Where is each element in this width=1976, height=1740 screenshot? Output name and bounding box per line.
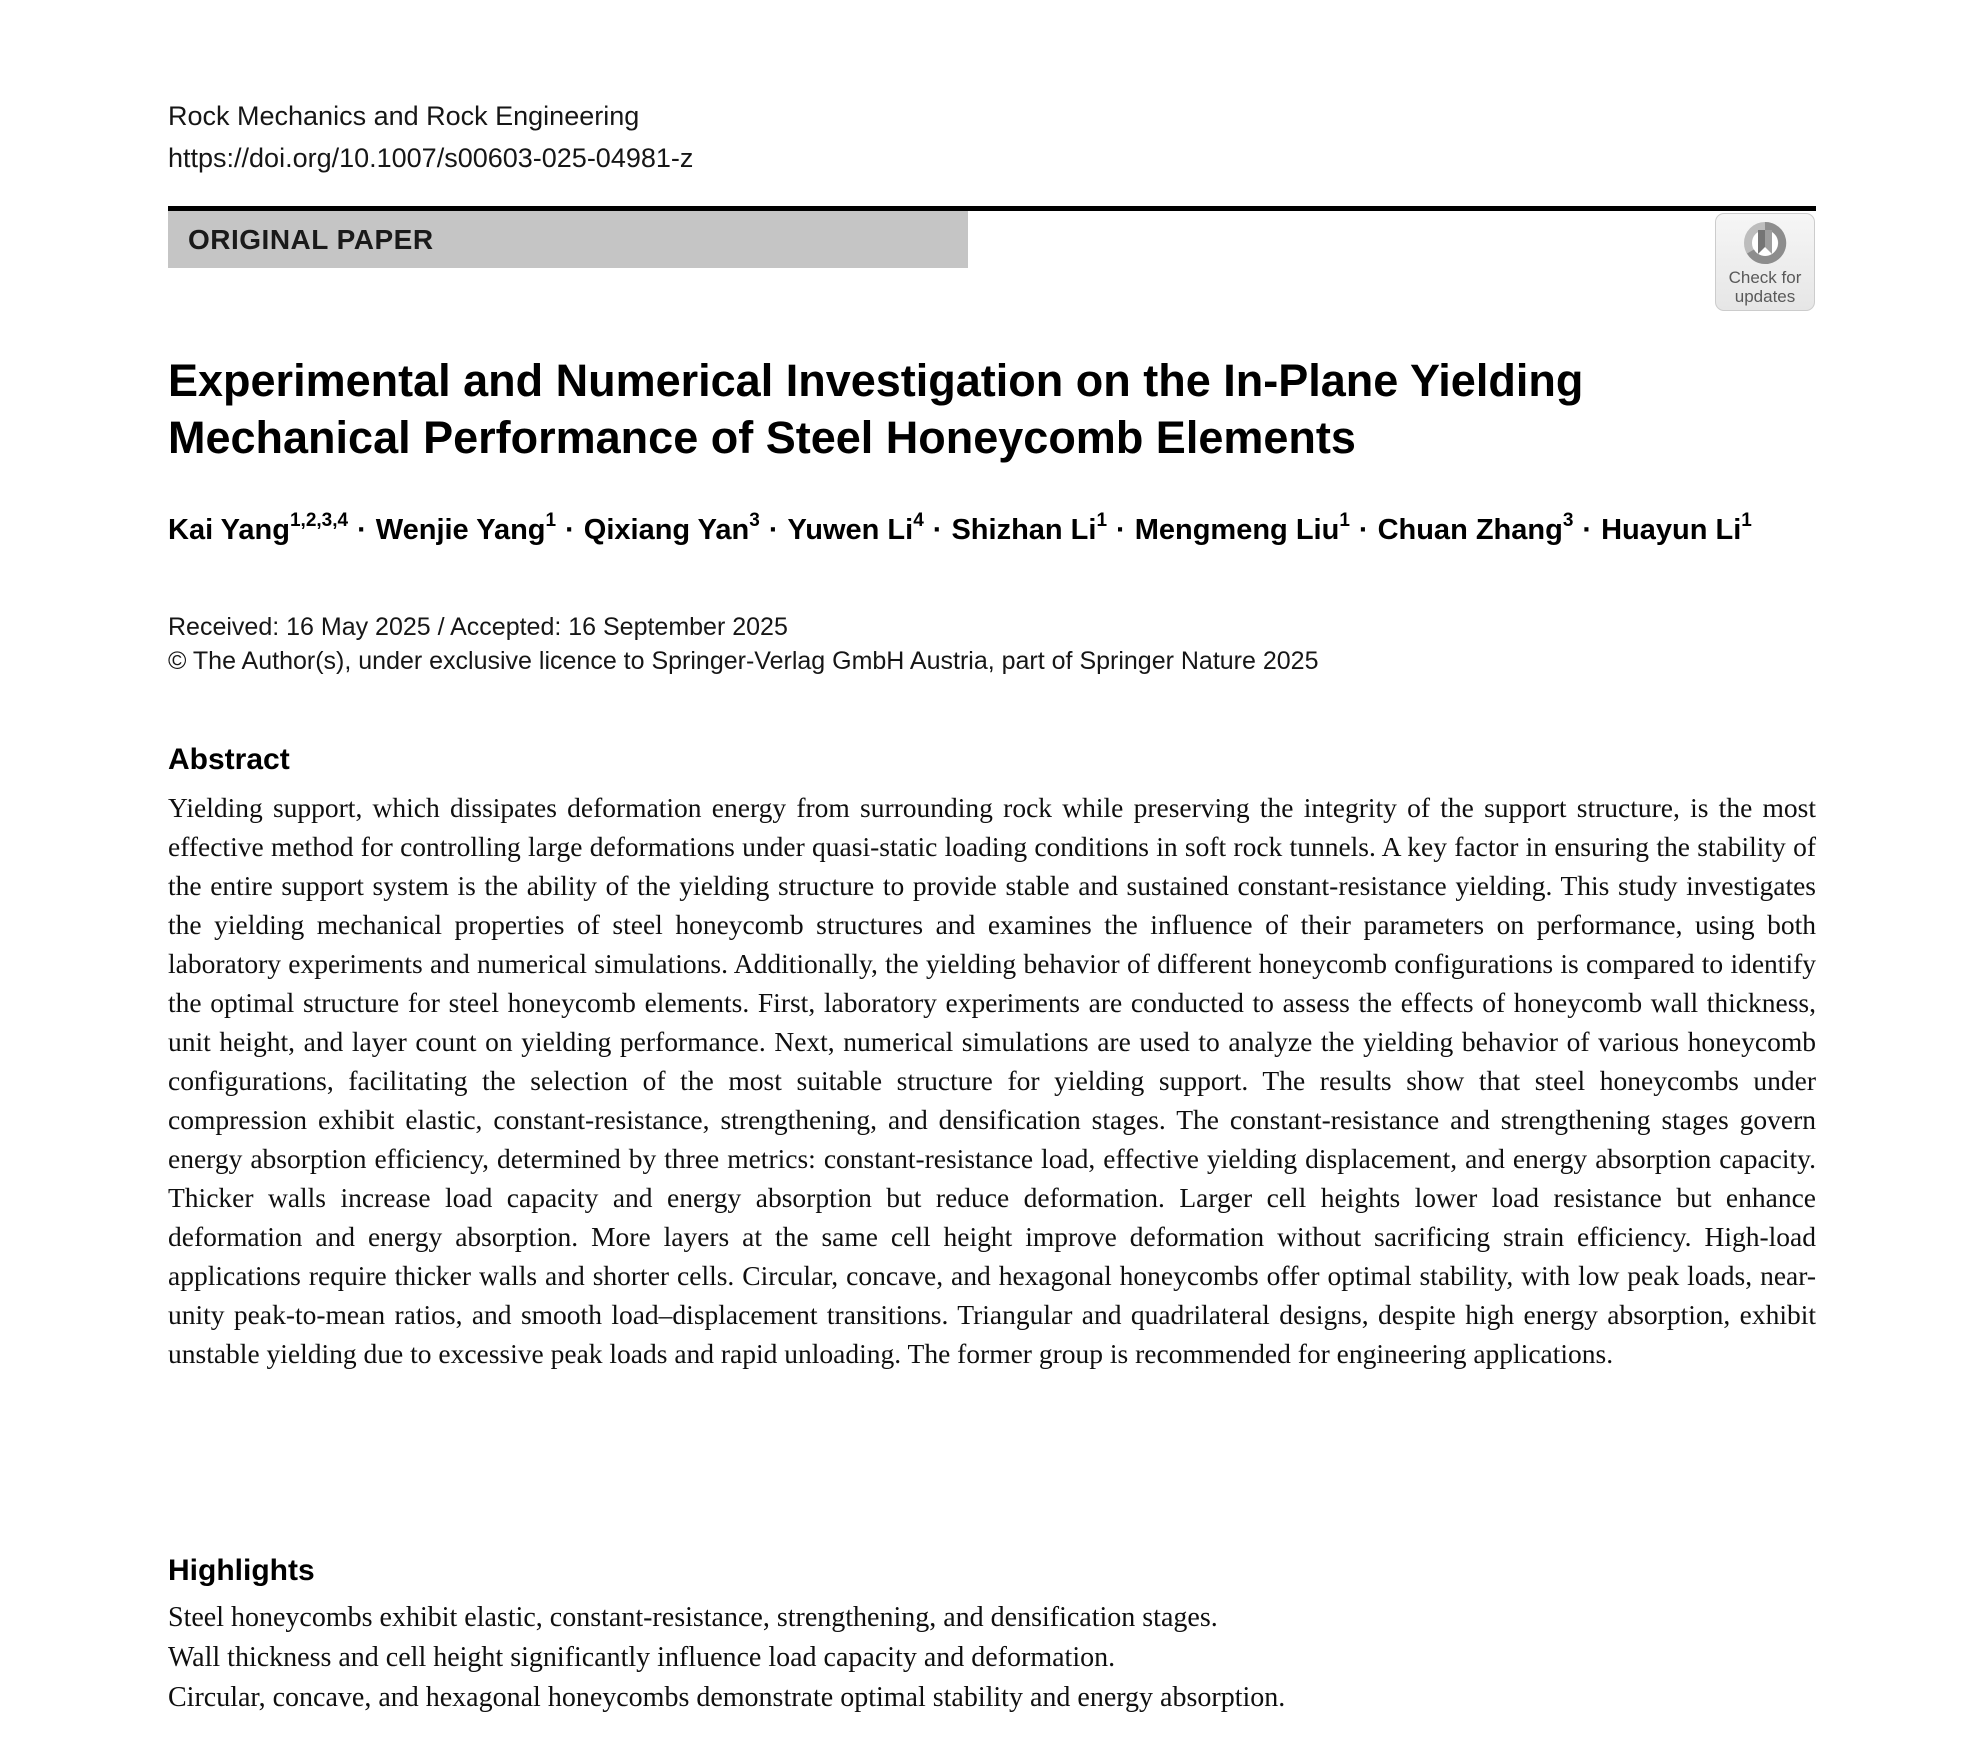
author-separator: · [1582, 514, 1593, 546]
doi-link[interactable]: https://doi.org/10.1007/s00603-025-04981-z [168, 143, 694, 173]
article-type-label: ORIGINAL PAPER [188, 223, 434, 255]
abstract-text: Yielding support, which dissipates deformation energy from surrounding rock while preserving the integrity of the support structure, is the most effective method for controlling large deformations under quasi-static loading conditions in soft rock tunnels. A key factor in ensuring the stability of the entire support system is the ability of the yielding structure to provide stable and sustained constant-resistance yielding. This study investigates the yielding mechanical properties of steel honeycomb structures and examines the influence of their parameters on performance, using both laboratory experiments and numerical simulations. Additionally, the yielding behavior of different honeycomb configurations is compared to identify the optimal structure for steel honeycomb elements. First, laboratory experiments are conducted to assess the effects of honeycomb wall thickness, unit height, and layer count on yielding performance. Next, numerical simulations are used to analyze the yielding behavior of various honeycomb configurations, facilitating the selection of the most suitable structure for yielding support. The results show that steel honeycombs under compression exhibit elastic, constant-resistance, strengthening, and densification stages. The constant-resistance and strengthening stages govern energy absorption efficiency, determined by three metrics: constant-resistance load, effective yielding displacement, and energy absorption capacity. Thicker walls increase load capacity and energy absorption but reduce deformation. Larger cell heights lower load resistance but enhance deformation and energy absorption. More layers at the same cell height improve deformation without sacrificing strain efficiency. High-load applications require thicker walls and shorter cells. Circular, concave, and hexagonal honeycombs offer optimal stability, with low peak loads, near-unity peak-to-mean ratios, and smooth load–displacement transitions. Triangular and quadrilateral designs, despite high energy absorption, exhibit unstable yielding due to excessive peak loads and rapid unloading. The former group is recommended for engineering applications. [168, 792, 1816, 1369]
author-affiliation-sup: 1 [545, 510, 557, 532]
author: Kai Yang$^{1,2,3,4}$ [168, 510, 349, 546]
author-affiliation-sup: 3 [749, 510, 760, 532]
author: Huayun Li$^1$ [1601, 510, 1752, 546]
author-affiliation-sup: 1 [1741, 510, 1752, 532]
page-content [168, 0, 1816, 1740]
author-separator: · [768, 514, 779, 546]
crossmark-icon [1737, 218, 1793, 270]
author: Yuwen Li$^4$ [787, 510, 924, 546]
author-affiliation-sup: 1 [1096, 510, 1108, 532]
highlights-list [168, 1598, 1816, 1718]
author-separator: · [1116, 514, 1126, 546]
highlight-item: Circular, concave, and hexagonal honeycombs demonstrate optimal stability and energy absorption. [168, 1682, 1286, 1713]
dates-block [168, 610, 1816, 678]
highlight-item: Steel honeycombs exhibit elastic, constant-resistance, strengthening, and densification stages. [168, 1602, 1218, 1633]
author: Mengmeng Liu$^1$ [1134, 510, 1350, 546]
check-updates-badge[interactable] [1715, 213, 1815, 311]
author: Chuan Zhang$^3$ [1377, 510, 1574, 546]
author: Shizhan Li$^1$ [951, 510, 1108, 546]
article-type-bar [168, 211, 968, 268]
author-separator: · [932, 514, 943, 546]
abstract-heading: Abstract [168, 743, 290, 776]
author-affiliation-sup: 1 [1339, 510, 1350, 532]
author-affiliation-sup: 3 [1562, 510, 1574, 532]
author-separator: · [1358, 514, 1369, 546]
paper-title: Experimental and Numerical Investigation on the In-Plane Yielding Mechanical Performance of Steel Honeycomb Elements [168, 355, 1584, 463]
author-affiliation-sup: 1,2,3,4 [289, 510, 349, 532]
journal-name: Rock Mechanics and Rock Engineering [168, 101, 640, 131]
author-list [168, 508, 1816, 552]
badge-label-line1: Check for [1728, 268, 1802, 287]
author-affiliation-sup: 4 [913, 510, 924, 532]
author: Wenjie Yang$^1$ [375, 510, 557, 546]
copyright-notice: © The Author(s), under exclusive licence to Springer-Verlag GmbH Austria, part of Springer Nature 2025 [168, 647, 1319, 675]
highlights-heading: Highlights [168, 1554, 315, 1587]
author: Qixiang Yan$^3$ [583, 510, 760, 546]
author-separator: · [357, 514, 367, 546]
badge-label [1729, 268, 1802, 306]
author-separator: · [565, 514, 575, 546]
highlight-item: Wall thickness and cell height significantly influence load capacity and deformation. [168, 1642, 1116, 1673]
received-accepted: Received: 16 May 2025 / Accepted: 16 September 2025 [168, 613, 788, 641]
badge-label-line2: updates [1734, 287, 1796, 306]
